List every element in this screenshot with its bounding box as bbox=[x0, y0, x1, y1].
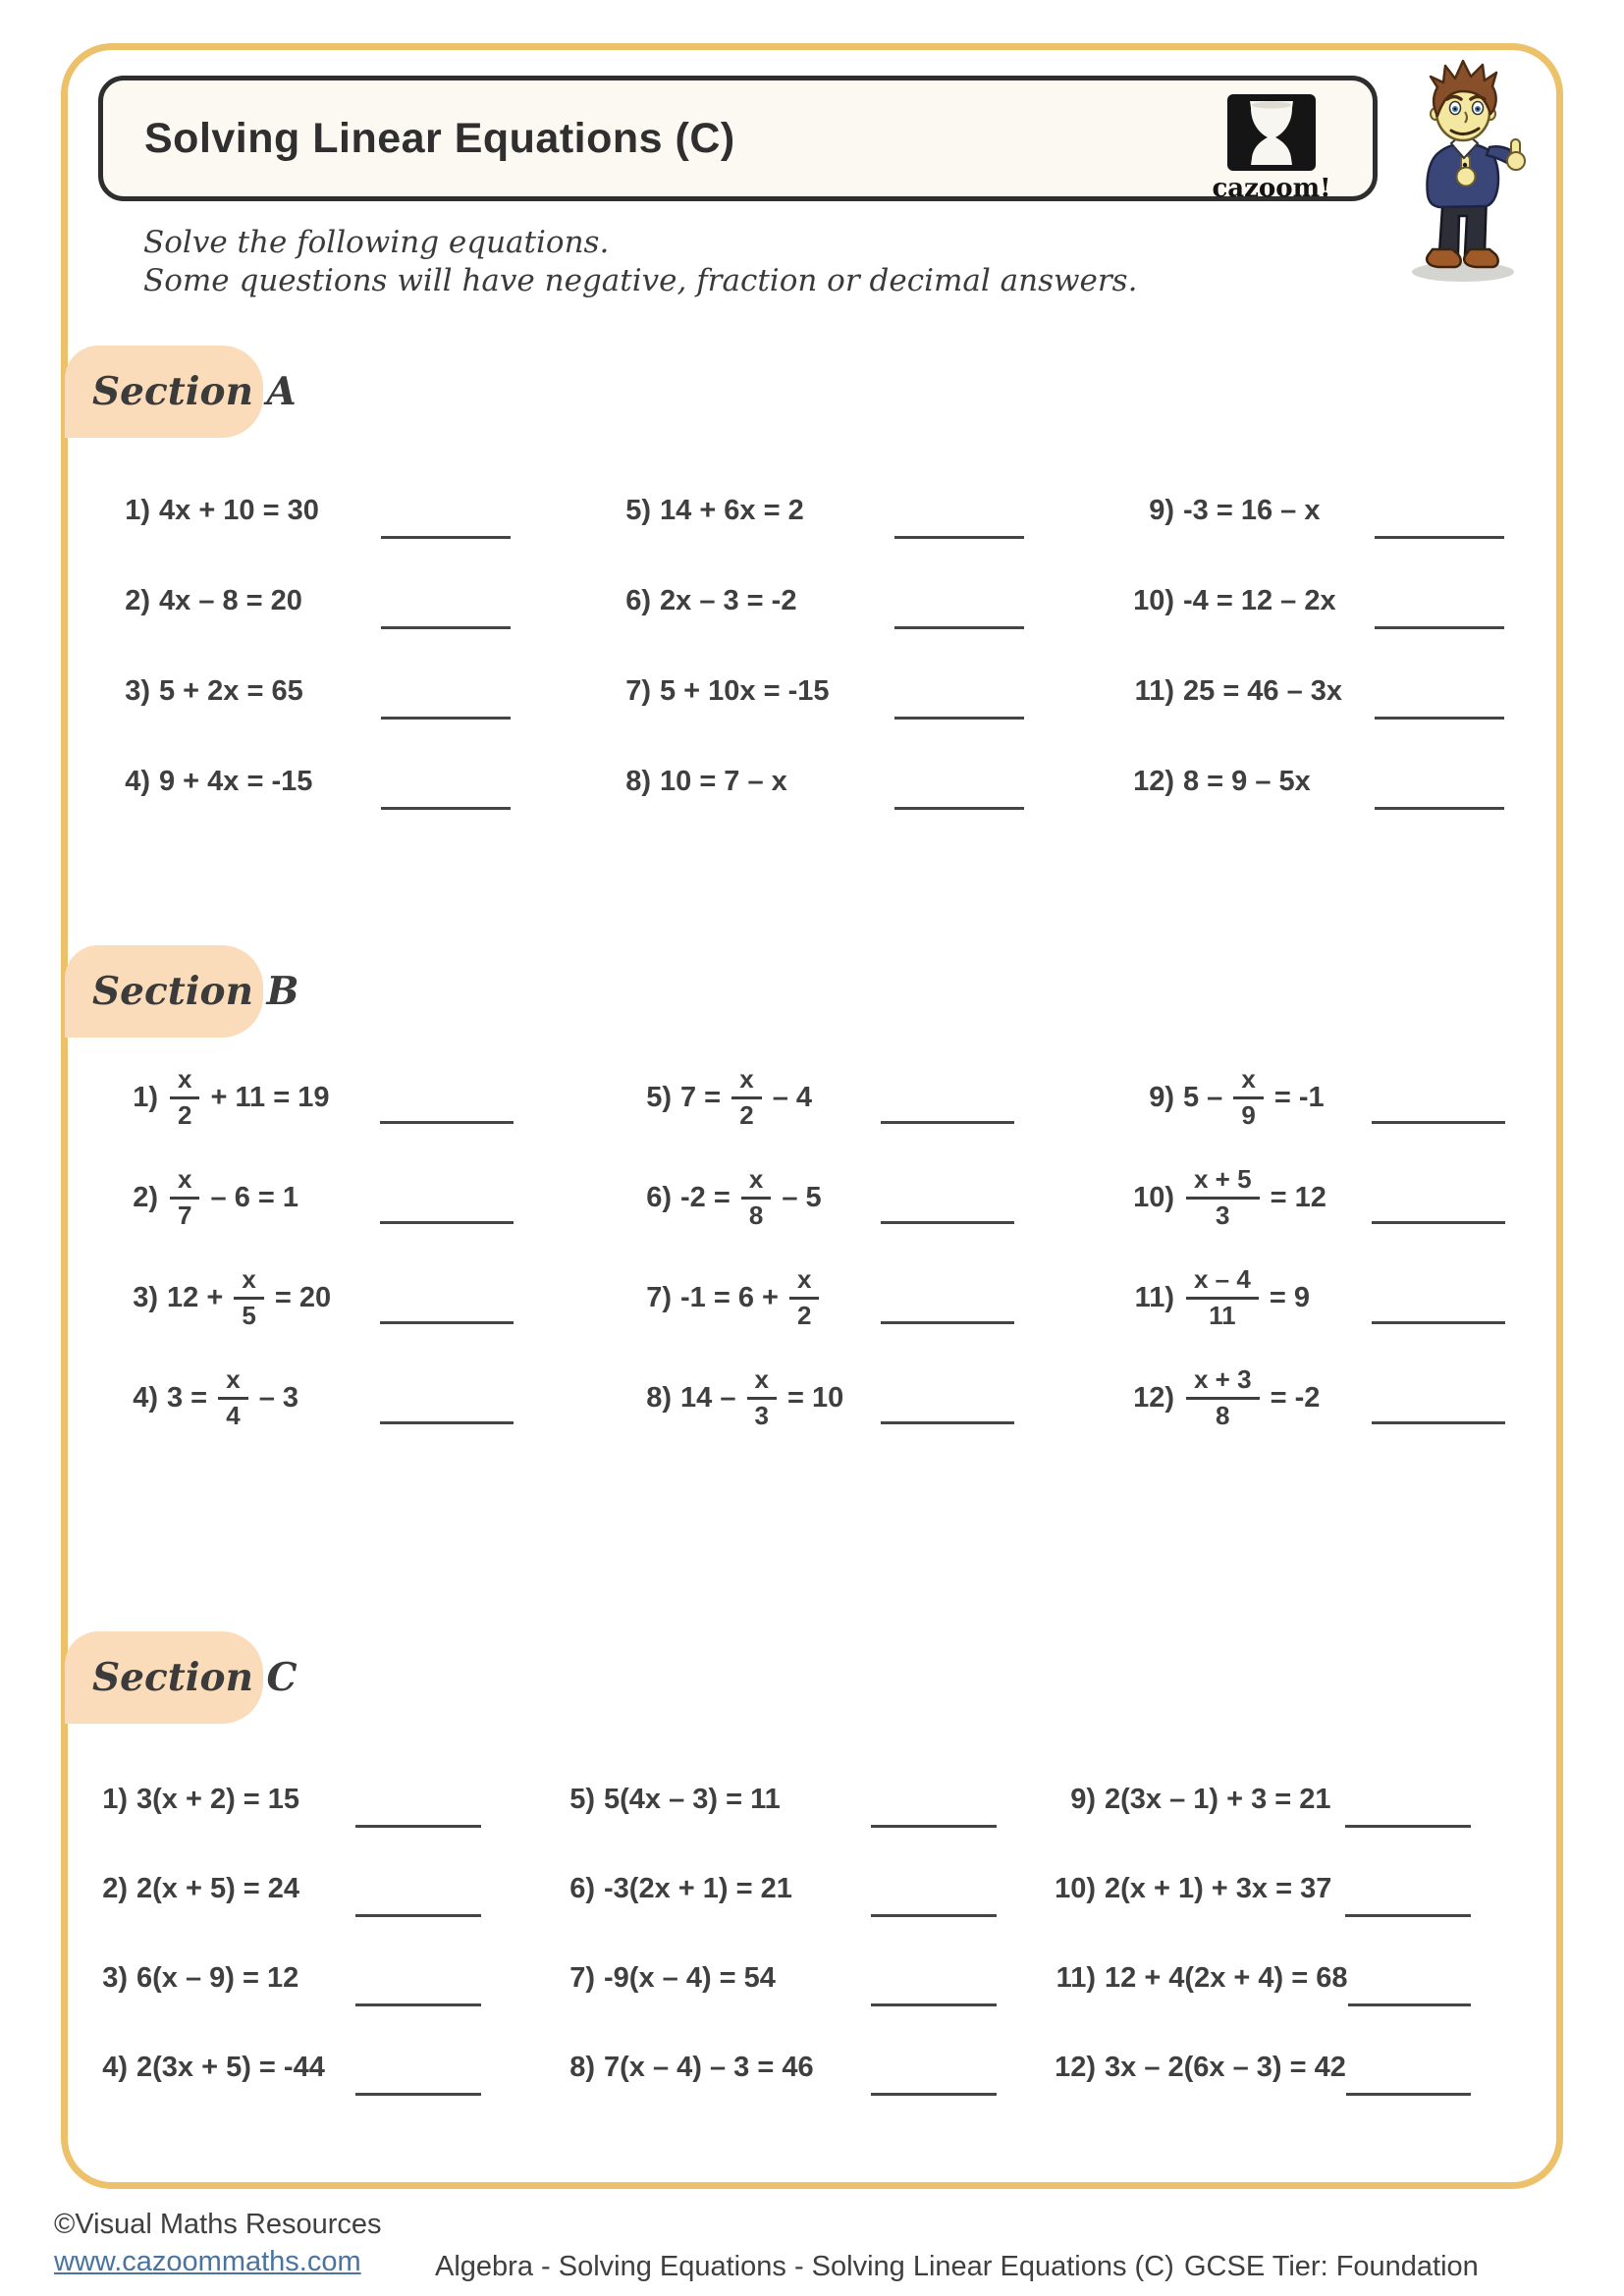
equation bbox=[604, 1962, 776, 1995]
fraction-numerator: x bbox=[789, 1266, 819, 1300]
equation bbox=[159, 495, 319, 527]
equation bbox=[1105, 1873, 1331, 1905]
equation-text: 25 = 46 – 3x bbox=[1183, 674, 1343, 707]
equation bbox=[1105, 1784, 1331, 1816]
equation-text: 3(x + 2) = 15 bbox=[136, 1784, 300, 1815]
fraction-numerator: x bbox=[741, 1166, 771, 1200]
answer-line[interactable] bbox=[1372, 1321, 1505, 1324]
question bbox=[81, 1934, 481, 2023]
answer-line[interactable] bbox=[1346, 2093, 1471, 2096]
fraction-denominator: 7 bbox=[178, 1201, 192, 1230]
question bbox=[540, 2023, 997, 2112]
section-b-questions bbox=[103, 1047, 1505, 1448]
equation-text: 9 + 4x = -15 bbox=[159, 765, 313, 797]
equation-text: 5 – bbox=[1183, 1081, 1231, 1113]
equation bbox=[1105, 2052, 1346, 2084]
equation bbox=[604, 2052, 814, 2084]
instructions bbox=[143, 224, 1137, 300]
question-number: 6) bbox=[646, 1181, 672, 1213]
question bbox=[95, 465, 511, 556]
question-number: 2) bbox=[133, 1181, 158, 1213]
question bbox=[1108, 1248, 1505, 1348]
footer-website-link[interactable]: www.cazoommaths.com bbox=[54, 2246, 361, 2277]
title-box bbox=[98, 76, 1378, 201]
equation-text: 2(3x + 5) = -44 bbox=[136, 2052, 325, 2083]
question-number: 5) bbox=[625, 494, 651, 526]
answer-line[interactable] bbox=[1375, 717, 1504, 720]
equation bbox=[167, 1363, 299, 1430]
equation-text: 4x + 10 = 30 bbox=[159, 494, 319, 526]
question-number: 3) bbox=[133, 1281, 158, 1313]
equation bbox=[167, 1163, 299, 1230]
section-a-label: Section A bbox=[92, 369, 297, 414]
equation-text: = -2 bbox=[1262, 1381, 1321, 1414]
equation bbox=[136, 1962, 298, 1995]
section-a-tab bbox=[65, 346, 297, 438]
answer-line[interactable] bbox=[871, 2093, 997, 2096]
section-b-tab bbox=[65, 945, 299, 1038]
answer-line[interactable] bbox=[355, 2093, 481, 2096]
question-number: 12) bbox=[1133, 765, 1174, 797]
question-number: 7) bbox=[646, 1281, 672, 1313]
fraction-denominator: 4 bbox=[226, 1401, 241, 1430]
answer-line[interactable] bbox=[1345, 1914, 1471, 1917]
equation-text: = 20 bbox=[266, 1281, 332, 1313]
equation-text: 7 = bbox=[680, 1081, 730, 1113]
equation bbox=[1183, 1063, 1325, 1130]
answer-line[interactable] bbox=[871, 1914, 997, 1917]
instruction-line-1: Solve the following equations. bbox=[143, 225, 610, 260]
answer-line[interactable] bbox=[380, 1421, 514, 1424]
equation-text: 3 = bbox=[167, 1381, 216, 1414]
fraction-numerator: x bbox=[170, 1066, 199, 1099]
answer-line[interactable] bbox=[380, 1321, 514, 1324]
equation bbox=[159, 585, 302, 617]
question bbox=[95, 646, 511, 736]
question-number: 8) bbox=[625, 765, 651, 797]
question bbox=[1049, 1844, 1471, 1934]
equation-text: 3x – 2(6x – 3) = 42 bbox=[1105, 2052, 1346, 2083]
answer-line[interactable] bbox=[355, 1825, 481, 1828]
question-number: 8) bbox=[646, 1381, 672, 1414]
question bbox=[1108, 1348, 1505, 1448]
answer-line[interactable] bbox=[881, 1421, 1014, 1424]
hourglass-icon bbox=[1226, 93, 1317, 172]
question-number: 10) bbox=[1133, 584, 1174, 616]
fraction bbox=[741, 1163, 771, 1230]
question-number: 4) bbox=[133, 1381, 158, 1414]
equation bbox=[1105, 1962, 1348, 1995]
fraction-denominator: 11 bbox=[1209, 1301, 1236, 1330]
question bbox=[1108, 736, 1504, 827]
equation-text: – 5 bbox=[774, 1181, 822, 1213]
answer-line[interactable] bbox=[355, 1914, 481, 1917]
question bbox=[81, 2023, 481, 2112]
question bbox=[1108, 1148, 1505, 1248]
equation-text: 4x – 8 = 20 bbox=[159, 584, 302, 616]
question-number: 9) bbox=[1070, 1784, 1096, 1815]
equation-text: 2(x + 5) = 24 bbox=[136, 1873, 300, 1904]
equation-text: 2(x + 1) + 3x = 37 bbox=[1105, 1873, 1332, 1904]
question bbox=[1049, 1755, 1471, 1844]
question-number: 5) bbox=[569, 1784, 595, 1815]
section-c-questions bbox=[81, 1755, 1471, 2112]
equation bbox=[1183, 1163, 1326, 1230]
question bbox=[617, 1047, 1014, 1148]
equation bbox=[660, 495, 804, 527]
fraction-numerator: x bbox=[218, 1366, 247, 1400]
answer-line[interactable] bbox=[871, 1825, 997, 1828]
question-number: 6) bbox=[625, 584, 651, 616]
question-number: 3) bbox=[125, 674, 150, 707]
fraction bbox=[1186, 1363, 1260, 1430]
equation-text: 5 + 10x = -15 bbox=[660, 674, 830, 707]
answer-line[interactable] bbox=[380, 1221, 514, 1224]
equation-text: 12 + 4(2x + 4) = 68 bbox=[1105, 1962, 1348, 1994]
equation bbox=[136, 2052, 325, 2084]
question-number: 2) bbox=[125, 584, 150, 616]
fraction bbox=[170, 1163, 199, 1230]
answer-line[interactable] bbox=[894, 807, 1024, 810]
section-c-label: Section C bbox=[92, 1655, 298, 1700]
equation-text: -2 = bbox=[680, 1181, 738, 1213]
question bbox=[617, 1348, 1014, 1448]
fraction-denominator: 9 bbox=[1241, 1100, 1256, 1130]
equation bbox=[167, 1263, 332, 1330]
equation bbox=[680, 1263, 822, 1330]
question-number: 9) bbox=[1149, 1081, 1174, 1113]
question bbox=[596, 465, 1024, 556]
fraction-denominator: 2 bbox=[739, 1100, 754, 1130]
fraction-denominator: 2 bbox=[797, 1301, 812, 1330]
equation-text: 14 – bbox=[680, 1381, 744, 1414]
equation-text: 10 = 7 – x bbox=[660, 765, 787, 797]
fraction-denominator: 3 bbox=[1216, 1201, 1230, 1230]
equation bbox=[1183, 1263, 1311, 1330]
equation bbox=[136, 1784, 299, 1816]
question-number: 4) bbox=[102, 2052, 128, 2083]
equation-text: 2(3x – 1) + 3 = 21 bbox=[1105, 1784, 1331, 1815]
equation bbox=[680, 1163, 822, 1230]
answer-line[interactable] bbox=[1375, 626, 1504, 629]
equation bbox=[660, 766, 787, 798]
equation-text: -9(x – 4) = 54 bbox=[604, 1962, 776, 1994]
logo-text: cazoom! bbox=[1212, 174, 1331, 203]
question-number: 9) bbox=[1149, 494, 1174, 526]
equation bbox=[604, 1873, 792, 1905]
question bbox=[103, 1248, 514, 1348]
equation bbox=[1183, 495, 1320, 527]
answer-line[interactable] bbox=[1375, 536, 1504, 539]
question bbox=[81, 1755, 481, 1844]
question bbox=[1108, 465, 1504, 556]
fraction-denominator: 3 bbox=[754, 1401, 769, 1430]
question-number: 2) bbox=[102, 1873, 128, 1904]
answer-line[interactable] bbox=[1372, 1121, 1505, 1124]
fraction-numerator: x bbox=[170, 1166, 199, 1200]
equation-text: – 4 bbox=[764, 1081, 813, 1113]
fraction bbox=[170, 1063, 199, 1130]
answer-line[interactable] bbox=[881, 1221, 1014, 1224]
equation bbox=[136, 1873, 299, 1905]
question-number: 8) bbox=[569, 2052, 595, 2083]
question bbox=[596, 736, 1024, 827]
answer-line[interactable] bbox=[355, 2003, 481, 2006]
question bbox=[103, 1148, 514, 1248]
question-number: 12) bbox=[1133, 1381, 1174, 1414]
equation-text: -4 = 12 – 2x bbox=[1183, 584, 1336, 616]
fraction bbox=[218, 1363, 247, 1430]
equation-text: -3(2x + 1) = 21 bbox=[604, 1873, 792, 1904]
equation bbox=[1183, 585, 1336, 617]
question-number: 4) bbox=[125, 765, 150, 797]
equation-text: 2x – 3 = -2 bbox=[660, 584, 797, 616]
fraction-numerator: x + 3 bbox=[1186, 1366, 1260, 1400]
equation-text: 7(x – 4) – 3 = 46 bbox=[604, 2052, 814, 2083]
equation bbox=[660, 585, 796, 617]
instruction-line-2: Some questions will have negative, fraction or decimal answers. bbox=[143, 263, 1138, 298]
question-number: 3) bbox=[102, 1962, 128, 1994]
equation bbox=[1183, 766, 1311, 798]
question-number: 10) bbox=[1055, 1873, 1096, 1904]
fraction bbox=[731, 1063, 761, 1130]
question bbox=[1108, 1047, 1505, 1148]
answer-line[interactable] bbox=[894, 536, 1024, 539]
equation-text: 6(x – 9) = 12 bbox=[136, 1962, 299, 1994]
question-number: 1) bbox=[133, 1081, 158, 1113]
answer-line[interactable] bbox=[381, 717, 511, 720]
question-number: 6) bbox=[569, 1873, 595, 1904]
page-title: Solving Linear Equations (C) bbox=[144, 114, 735, 162]
question bbox=[596, 556, 1024, 646]
section-c-tab bbox=[65, 1631, 298, 1724]
answer-line[interactable] bbox=[894, 626, 1024, 629]
equation bbox=[159, 675, 303, 708]
fraction bbox=[1186, 1163, 1260, 1230]
question-number: 11) bbox=[1134, 674, 1174, 707]
equation bbox=[680, 1363, 844, 1430]
answer-line[interactable] bbox=[881, 1321, 1014, 1324]
equation-text: -1 = 6 + bbox=[680, 1281, 787, 1313]
question-number: 7) bbox=[625, 674, 651, 707]
answer-line[interactable] bbox=[1372, 1221, 1505, 1224]
mascot-boy-thumbs-up-illustration bbox=[1402, 57, 1532, 285]
footer-breadcrumb: Algebra - Solving Equations - Solving Linear Equations (C) bbox=[435, 2251, 1174, 2282]
fraction-numerator: x + 5 bbox=[1186, 1166, 1260, 1200]
equation bbox=[159, 766, 312, 798]
equation bbox=[660, 675, 830, 708]
question bbox=[1049, 2023, 1471, 2112]
question-number: 1) bbox=[125, 494, 150, 526]
question bbox=[617, 1148, 1014, 1248]
answer-line[interactable] bbox=[1375, 807, 1504, 810]
fraction bbox=[1186, 1263, 1259, 1330]
answer-line[interactable] bbox=[381, 807, 511, 810]
question bbox=[540, 1755, 997, 1844]
footer-tier: GCSE Tier: Foundation bbox=[1184, 2251, 1479, 2282]
answer-line[interactable] bbox=[881, 1121, 1014, 1124]
question bbox=[95, 556, 511, 646]
question bbox=[95, 736, 511, 827]
question bbox=[1108, 646, 1504, 736]
equation bbox=[167, 1063, 330, 1130]
fraction-numerator: x bbox=[234, 1266, 263, 1300]
fraction bbox=[234, 1263, 263, 1330]
equation-text: 5 + 2x = 65 bbox=[159, 674, 303, 707]
question bbox=[1049, 1934, 1471, 2023]
equation bbox=[680, 1063, 813, 1130]
question-number: 5) bbox=[646, 1081, 672, 1113]
equation-text: = 10 bbox=[779, 1381, 844, 1414]
question-number: 10) bbox=[1133, 1181, 1174, 1213]
fraction-numerator: x bbox=[731, 1066, 761, 1099]
equation-text: = 9 bbox=[1261, 1281, 1311, 1313]
fraction-numerator: x bbox=[1233, 1066, 1263, 1099]
question bbox=[596, 646, 1024, 736]
question-number: 11) bbox=[1056, 1962, 1096, 1994]
footer-copyright: ©Visual Maths Resources bbox=[54, 2209, 382, 2240]
equation-text: = -1 bbox=[1266, 1081, 1325, 1113]
equation-text: + 11 = 19 bbox=[202, 1081, 330, 1113]
cazoom-logo bbox=[1210, 93, 1333, 203]
fraction-denominator: 5 bbox=[242, 1301, 256, 1330]
answer-line[interactable] bbox=[1345, 1825, 1471, 1828]
equation bbox=[1183, 1363, 1321, 1430]
question-number: 11) bbox=[1134, 1281, 1174, 1313]
answer-line[interactable] bbox=[381, 626, 511, 629]
fraction-numerator: x bbox=[747, 1366, 777, 1400]
equation-text: 12 + bbox=[167, 1281, 232, 1313]
fraction bbox=[747, 1363, 777, 1430]
equation-text: – 3 bbox=[250, 1381, 299, 1414]
question bbox=[81, 1844, 481, 1934]
equation bbox=[1183, 675, 1342, 708]
equation-text: = 12 bbox=[1262, 1181, 1326, 1213]
question-number: 12) bbox=[1055, 2052, 1096, 2083]
question bbox=[103, 1047, 514, 1148]
question-number: 1) bbox=[102, 1784, 128, 1815]
fraction-denominator: 8 bbox=[1216, 1401, 1230, 1430]
equation-text: 14 + 6x = 2 bbox=[660, 494, 804, 526]
answer-line[interactable] bbox=[380, 1121, 514, 1124]
question bbox=[617, 1248, 1014, 1348]
answer-line[interactable] bbox=[381, 536, 511, 539]
equation-text: – 6 = 1 bbox=[202, 1181, 299, 1213]
question-number: 7) bbox=[569, 1962, 595, 1994]
question bbox=[103, 1348, 514, 1448]
answer-line[interactable] bbox=[894, 717, 1024, 720]
section-b-label: Section B bbox=[92, 969, 299, 1014]
answer-line[interactable] bbox=[871, 2003, 997, 2006]
equation bbox=[604, 1784, 781, 1816]
equation-text: 8 = 9 – 5x bbox=[1183, 765, 1311, 797]
fraction bbox=[789, 1263, 819, 1330]
section-a-questions bbox=[95, 465, 1504, 827]
question bbox=[540, 1934, 997, 2023]
question bbox=[1108, 556, 1504, 646]
fraction-denominator: 2 bbox=[178, 1100, 192, 1130]
question bbox=[540, 1844, 997, 1934]
answer-line[interactable] bbox=[1372, 1421, 1505, 1424]
fraction bbox=[1233, 1063, 1263, 1130]
fraction-numerator: x – 4 bbox=[1186, 1266, 1259, 1300]
equation-text: -3 = 16 – x bbox=[1183, 494, 1321, 526]
answer-line[interactable] bbox=[1348, 2003, 1472, 2006]
fraction-denominator: 8 bbox=[748, 1201, 764, 1230]
equation-text: 5(4x – 3) = 11 bbox=[604, 1784, 781, 1815]
